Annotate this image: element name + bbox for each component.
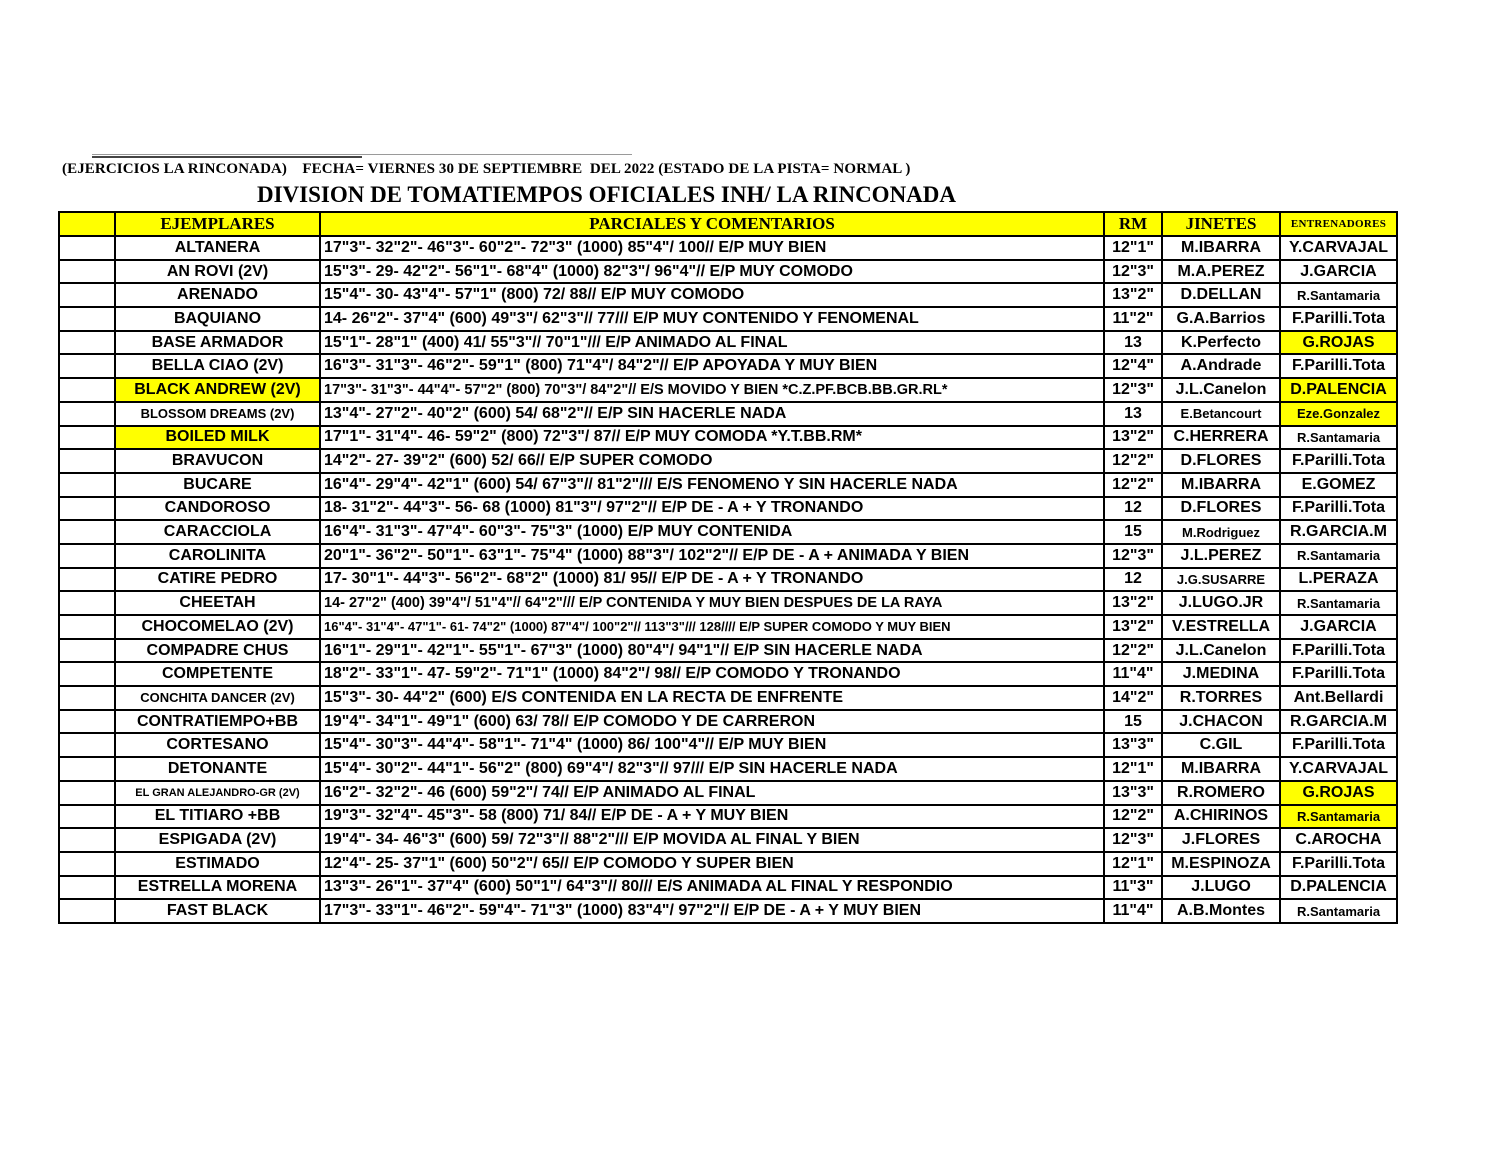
table-row: [59, 331, 1397, 355]
ejemplar-cell: CORTESANO: [115, 733, 320, 757]
row-index-cell: [59, 852, 115, 876]
jinete-cell: M.Rodriguez: [1162, 520, 1280, 544]
parciales-cell: 19"3"- 32"4"- 45"3"- 58 (800) 71/ 84// E/P DE - A + Y MUY BIEN: [320, 805, 1104, 829]
row-index-cell: [59, 899, 115, 923]
parciales-cell: 16"4"- 31"3"- 47"4"- 60"3"- 75"3" (1000) E/P MUY CONTENIDA: [320, 520, 1104, 544]
rm-cell: 14"2": [1104, 686, 1162, 710]
entrenador-cell: Ant.Bellardi: [1280, 686, 1397, 710]
entrenador-cell: L.PERAZA: [1280, 568, 1397, 592]
jinete-cell: M.A.PEREZ: [1162, 260, 1280, 284]
ejemplar-cell: CARACCIOLA: [115, 520, 320, 544]
jinete-cell: A.Andrade: [1162, 354, 1280, 378]
table-row: [59, 828, 1397, 852]
rm-cell: 12"1": [1104, 757, 1162, 781]
entrenador-cell: D.PALENCIA: [1280, 378, 1397, 402]
ejemplar-cell: CONCHITA DANCER (2V): [115, 686, 320, 710]
jinete-cell: R.TORRES: [1162, 686, 1280, 710]
header-rm: RM: [1104, 212, 1162, 236]
jinete-cell: J.FLORES: [1162, 828, 1280, 852]
table-row: [59, 236, 1397, 260]
table-row: [59, 307, 1397, 331]
rm-cell: 12"2": [1104, 805, 1162, 829]
table-row: [59, 876, 1397, 900]
rm-cell: 12"3": [1104, 378, 1162, 402]
parciales-cell: 20"1"- 36"2"- 50"1"- 63"1"- 75"4" (1000) 88"3"/ 102"2"// E/P DE - A + ANIMADA Y BIEN: [320, 544, 1104, 568]
jinete-cell: A.B.Montes: [1162, 899, 1280, 923]
row-index-cell: [59, 402, 115, 426]
entrenador-cell: R.Santamaria: [1280, 805, 1397, 829]
parciales-cell: 15"4"- 30"2"- 44"1"- 56"2" (800) 69"4"/ 82"3"// 97/// E/P SIN HACERLE NADA: [320, 757, 1104, 781]
entrenador-cell: F.Parilli.Tota: [1280, 497, 1397, 521]
table-row: [59, 805, 1397, 829]
rm-cell: 12"3": [1104, 544, 1162, 568]
rm-cell: 11"2": [1104, 307, 1162, 331]
row-index-cell: [59, 378, 115, 402]
parciales-cell: 14"2"- 27- 39"2" (600) 52/ 66// E/P SUPER COMODO: [320, 449, 1104, 473]
rm-cell: 12"1": [1104, 852, 1162, 876]
rm-cell: 11"4": [1104, 899, 1162, 923]
jinete-cell: M.IBARRA: [1162, 757, 1280, 781]
entrenador-cell: R.Santamaria: [1280, 544, 1397, 568]
jinete-cell: J.MEDINA: [1162, 662, 1280, 686]
row-index-cell: [59, 568, 115, 592]
table-row: [59, 591, 1397, 615]
ejemplar-cell: BUCARE: [115, 473, 320, 497]
table-row: [59, 402, 1397, 426]
row-index-cell: [59, 331, 115, 355]
parciales-cell: 16"3"- 31"3"- 46"2"- 59"1" (800) 71"4"/ 84"2"// E/P APOYADA Y MUY BIEN: [320, 354, 1104, 378]
ejemplar-cell: CONTRATIEMPO+BB: [115, 710, 320, 734]
entrenador-cell: Eze.Gonzalez: [1280, 402, 1397, 426]
table-header-row: [59, 212, 1397, 236]
table-row: [59, 260, 1397, 284]
row-index-cell: [59, 283, 115, 307]
jinete-cell: M.IBARRA: [1162, 236, 1280, 260]
ejemplar-cell: BRAVUCON: [115, 449, 320, 473]
entrenador-cell: E.GOMEZ: [1280, 473, 1397, 497]
entrenador-cell: R.GARCIA.M: [1280, 520, 1397, 544]
parciales-cell: 18"2"- 33"1"- 47- 59"2"- 71"1" (1000) 84"2"/ 98// E/P COMODO Y TRONANDO: [320, 662, 1104, 686]
entrenador-cell: F.Parilli.Tota: [1280, 307, 1397, 331]
rm-cell: 13: [1104, 331, 1162, 355]
parciales-cell: 15"1"- 28"1" (400) 41/ 55"3"// 70"1"/// E/P ANIMADO AL FINAL: [320, 331, 1104, 355]
table-row: [59, 473, 1397, 497]
ejemplar-cell: BASE ARMADOR: [115, 331, 320, 355]
rm-cell: 12: [1104, 497, 1162, 521]
entrenador-cell: R.GARCIA.M: [1280, 710, 1397, 734]
row-index-cell: [59, 544, 115, 568]
entrenador-cell: F.Parilli.Tota: [1280, 449, 1397, 473]
entrenador-cell: R.Santamaria: [1280, 591, 1397, 615]
ejemplar-cell: BELLA CIAO (2V): [115, 354, 320, 378]
ejemplar-cell: BLACK ANDREW (2V): [115, 378, 320, 402]
parciales-cell: 15"3"- 29- 42"2"- 56"1"- 68"4" (1000) 82"3"/ 96"4"// E/P MUY COMODO: [320, 260, 1104, 284]
parciales-cell: 14- 27"2" (400) 39"4"/ 51"4"// 64"2"/// E/P CONTENIDA Y MUY BIEN DESPUES DE LA RAYA: [320, 591, 1104, 615]
ejemplar-cell: AN ROVI (2V): [115, 260, 320, 284]
row-index-cell: [59, 449, 115, 473]
table-row: [59, 283, 1397, 307]
ejemplar-cell: CANDOROSO: [115, 497, 320, 521]
rm-cell: 13"2": [1104, 615, 1162, 639]
row-index-cell: [59, 591, 115, 615]
row-index-cell: [59, 662, 115, 686]
rm-cell: 11"3": [1104, 876, 1162, 900]
table-row: [59, 639, 1397, 663]
rm-cell: 13: [1104, 402, 1162, 426]
entrenador-cell: Y.CARVAJAL: [1280, 236, 1397, 260]
parciales-cell: 18- 31"2"- 44"3"- 56- 68 (1000) 81"3"/ 97"2"// E/P DE - A + Y TRONANDO: [320, 497, 1104, 521]
table-row: [59, 757, 1397, 781]
ejemplar-cell: COMPETENTE: [115, 662, 320, 686]
jinete-cell: C.GIL: [1162, 733, 1280, 757]
table-row: [59, 781, 1397, 805]
parciales-cell: 16"1"- 29"1"- 42"1"- 55"1"- 67"3" (1000) 80"4"/ 94"1"// E/P SIN HACERLE NADA: [320, 639, 1104, 663]
parciales-cell: 12"4"- 25- 37"1" (600) 50"2"/ 65// E/P COMODO Y SUPER BIEN: [320, 852, 1104, 876]
jinete-cell: M.ESPINOZA: [1162, 852, 1280, 876]
parciales-cell: 17"3"- 31"3"- 44"4"- 57"2" (800) 70"3"/ 84"2"// E/S MOVIDO Y BIEN *C.Z.PF.BCB.BB.GR.RL*: [320, 378, 1104, 402]
row-index-cell: [59, 781, 115, 805]
parciales-cell: 13"4"- 27"2"- 40"2" (600) 54/ 68"2"// E/P SIN HACERLE NADA: [320, 402, 1104, 426]
rm-cell: 12"2": [1104, 473, 1162, 497]
entrenador-cell: F.Parilli.Tota: [1280, 852, 1397, 876]
jinete-cell: D.DELLAN: [1162, 283, 1280, 307]
row-index-cell: [59, 686, 115, 710]
report-info-line: (EJERCICIOS LA RINCONADA) FECHA= VIERNES 30 DE SEPTIEMBRE DEL 2022 (ESTADO DE LA PISTA= NORMAL ): [62, 161, 911, 177]
rm-cell: 13"2": [1104, 426, 1162, 450]
header-blank: [59, 212, 115, 236]
row-index-cell: [59, 876, 115, 900]
table-row: [59, 449, 1397, 473]
jinete-cell: G.A.Barrios: [1162, 307, 1280, 331]
row-index-cell: [59, 520, 115, 544]
entrenador-cell: G.ROJAS: [1280, 331, 1397, 355]
jinete-cell: J.LUGO.JR: [1162, 591, 1280, 615]
parciales-cell: 17"1"- 31"4"- 46- 59"2" (800) 72"3"/ 87// E/P MUY COMODA *Y.T.BB.RM*: [320, 426, 1104, 450]
row-index-cell: [59, 236, 115, 260]
parciales-cell: 16"2"- 32"2"- 46 (600) 59"2"/ 74// E/P ANIMADO AL FINAL: [320, 781, 1104, 805]
workout-table: [58, 211, 1398, 924]
entrenador-cell: F.Parilli.Tota: [1280, 733, 1397, 757]
row-index-cell: [59, 757, 115, 781]
entrenador-cell: C.AROCHA: [1280, 828, 1397, 852]
table-row: [59, 899, 1397, 923]
row-index-cell: [59, 733, 115, 757]
jinete-cell: K.Perfecto: [1162, 331, 1280, 355]
entrenador-cell: F.Parilli.Tota: [1280, 639, 1397, 663]
entrenador-cell: G.ROJAS: [1280, 781, 1397, 805]
parciales-cell: 15"3"- 30- 44"2" (600) E/S CONTENIDA EN LA RECTA DE ENFRENTE: [320, 686, 1104, 710]
parciales-cell: 15"4"- 30- 43"4"- 57"1" (800) 72/ 88// E/P MUY COMODO: [320, 283, 1104, 307]
ejemplar-cell: BOILED MILK: [115, 426, 320, 450]
jinete-cell: D.FLORES: [1162, 449, 1280, 473]
row-index-cell: [59, 354, 115, 378]
ejemplar-cell: COMPADRE CHUS: [115, 639, 320, 663]
jinete-cell: J.LUGO: [1162, 876, 1280, 900]
jinete-cell: C.HERRERA: [1162, 426, 1280, 450]
rm-cell: 15: [1104, 520, 1162, 544]
row-index-cell: [59, 828, 115, 852]
table-row: [59, 710, 1397, 734]
table-row: [59, 852, 1397, 876]
jinete-cell: R.ROMERO: [1162, 781, 1280, 805]
table-row: [59, 497, 1397, 521]
table-row: [59, 568, 1397, 592]
rm-cell: 15: [1104, 710, 1162, 734]
rm-cell: 12: [1104, 568, 1162, 592]
row-index-cell: [59, 426, 115, 450]
parciales-cell: 17- 30"1"- 44"3"- 56"2"- 68"2" (1000) 81/ 95// E/P DE - A + Y TRONANDO: [320, 568, 1104, 592]
table-row: [59, 354, 1397, 378]
rm-cell: 13"2": [1104, 283, 1162, 307]
decorative-rule: [92, 154, 632, 155]
row-index-cell: [59, 260, 115, 284]
parciales-cell: 14- 26"2"- 37"4" (600) 49"3"/ 62"3"// 77/// E/P MUY CONTENIDO Y FENOMENAL: [320, 307, 1104, 331]
ejemplar-cell: DETONANTE: [115, 757, 320, 781]
rm-cell: 13"3": [1104, 733, 1162, 757]
ejemplar-cell: ARENADO: [115, 283, 320, 307]
entrenador-cell: Y.CARVAJAL: [1280, 757, 1397, 781]
entrenador-cell: R.Santamaria: [1280, 899, 1397, 923]
page-title: DIVISION DE TOMATIEMPOS OFICIALES INH/ LA RINCONADA: [256, 182, 957, 207]
row-index-cell: [59, 307, 115, 331]
entrenador-cell: J.GARCIA: [1280, 615, 1397, 639]
parciales-cell: 17"3"- 32"2"- 46"3"- 60"2"- 72"3" (1000) 85"4"/ 100// E/P MUY BIEN: [320, 236, 1104, 260]
jinete-cell: J.L.Canelon: [1162, 639, 1280, 663]
row-index-cell: [59, 639, 115, 663]
jinete-cell: J.G.SUSARRE: [1162, 568, 1280, 592]
table-row: [59, 544, 1397, 568]
parciales-cell: 17"3"- 33"1"- 46"2"- 59"4"- 71"3" (1000) 83"4"/ 97"2"// E/P DE - A + Y MUY BIEN: [320, 899, 1104, 923]
table-row: [59, 378, 1397, 402]
entrenador-cell: F.Parilli.Tota: [1280, 662, 1397, 686]
parciales-cell: 15"4"- 30"3"- 44"4"- 58"1"- 71"4" (1000) 86/ 100"4"// E/P MUY BIEN: [320, 733, 1104, 757]
rm-cell: 12"2": [1104, 449, 1162, 473]
ejemplar-cell: ALTANERA: [115, 236, 320, 260]
ejemplar-cell: BLOSSOM DREAMS (2V): [115, 402, 320, 426]
table-row: [59, 426, 1397, 450]
decorative-rule-dark: [92, 156, 362, 158]
ejemplar-cell: EL TITIARO +BB: [115, 805, 320, 829]
jinete-cell: V.ESTRELLA: [1162, 615, 1280, 639]
rm-cell: 12"2": [1104, 639, 1162, 663]
header-entrenadores: ENTRENADORES: [1280, 212, 1397, 236]
parciales-cell: 16"4"- 31"4"- 47"1"- 61- 74"2" (1000) 87"4"/ 100"2"// 113"3"/// 128//// E/P SUPER COMODO Y MUY BIEN: [320, 615, 1104, 639]
ejemplar-cell: CATIRE PEDRO: [115, 568, 320, 592]
table-row: [59, 662, 1397, 686]
table-row: [59, 733, 1397, 757]
parciales-cell: 19"4"- 34- 46"3" (600) 59/ 72"3"// 88"2"/// E/P MOVIDA AL FINAL Y BIEN: [320, 828, 1104, 852]
rm-cell: 12"3": [1104, 828, 1162, 852]
entrenador-cell: R.Santamaria: [1280, 426, 1397, 450]
table-row: [59, 615, 1397, 639]
jinete-cell: J.CHACON: [1162, 710, 1280, 734]
header-jinetes: JINETES: [1162, 212, 1280, 236]
row-index-cell: [59, 805, 115, 829]
ejemplar-cell: FAST BLACK: [115, 899, 320, 923]
entrenador-cell: R.Santamaria: [1280, 283, 1397, 307]
jinete-cell: D.FLORES: [1162, 497, 1280, 521]
parciales-cell: 13"3"- 26"1"- 37"4" (600) 50"1"/ 64"3"// 80/// E/S ANIMADA AL FINAL Y RESPONDIO: [320, 876, 1104, 900]
parciales-cell: 16"4"- 29"4"- 42"1" (600) 54/ 67"3"// 81"2"/// E/S FENOMENO Y SIN HACERLE NADA: [320, 473, 1104, 497]
jinete-cell: J.L.Canelon: [1162, 378, 1280, 402]
jinete-cell: J.L.PEREZ: [1162, 544, 1280, 568]
parciales-cell: 19"4"- 34"1"- 49"1" (600) 63/ 78// E/P COMODO Y DE CARRERON: [320, 710, 1104, 734]
row-index-cell: [59, 710, 115, 734]
ejemplar-cell: BAQUIANO: [115, 307, 320, 331]
ejemplar-cell: CHOCOMELAO (2V): [115, 615, 320, 639]
rm-cell: 12"4": [1104, 354, 1162, 378]
table-body: [59, 236, 1397, 923]
entrenador-cell: D.PALENCIA: [1280, 876, 1397, 900]
rm-cell: 13"3": [1104, 781, 1162, 805]
ejemplar-cell: CHEETAH: [115, 591, 320, 615]
ejemplar-cell: CAROLINITA: [115, 544, 320, 568]
ejemplar-cell: EL GRAN ALEJANDRO-GR (2V): [115, 781, 320, 805]
rm-cell: 11"4": [1104, 662, 1162, 686]
table-row: [59, 686, 1397, 710]
entrenador-cell: F.Parilli.Tota: [1280, 354, 1397, 378]
ejemplar-cell: ESTRELLA MORENA: [115, 876, 320, 900]
jinete-cell: E.Betancourt: [1162, 402, 1280, 426]
row-index-cell: [59, 473, 115, 497]
rm-cell: 13"2": [1104, 591, 1162, 615]
header-parciales: PARCIALES Y COMENTARIOS: [320, 212, 1104, 236]
rm-cell: 12"3": [1104, 260, 1162, 284]
table-row: [59, 520, 1397, 544]
jinete-cell: A.CHIRINOS: [1162, 805, 1280, 829]
row-index-cell: [59, 497, 115, 521]
row-index-cell: [59, 615, 115, 639]
jinete-cell: M.IBARRA: [1162, 473, 1280, 497]
rm-cell: 12"1": [1104, 236, 1162, 260]
ejemplar-cell: ESPIGADA (2V): [115, 828, 320, 852]
entrenador-cell: J.GARCIA: [1280, 260, 1397, 284]
ejemplar-cell: ESTIMADO: [115, 852, 320, 876]
header-ejemplares: EJEMPLARES: [115, 212, 320, 236]
